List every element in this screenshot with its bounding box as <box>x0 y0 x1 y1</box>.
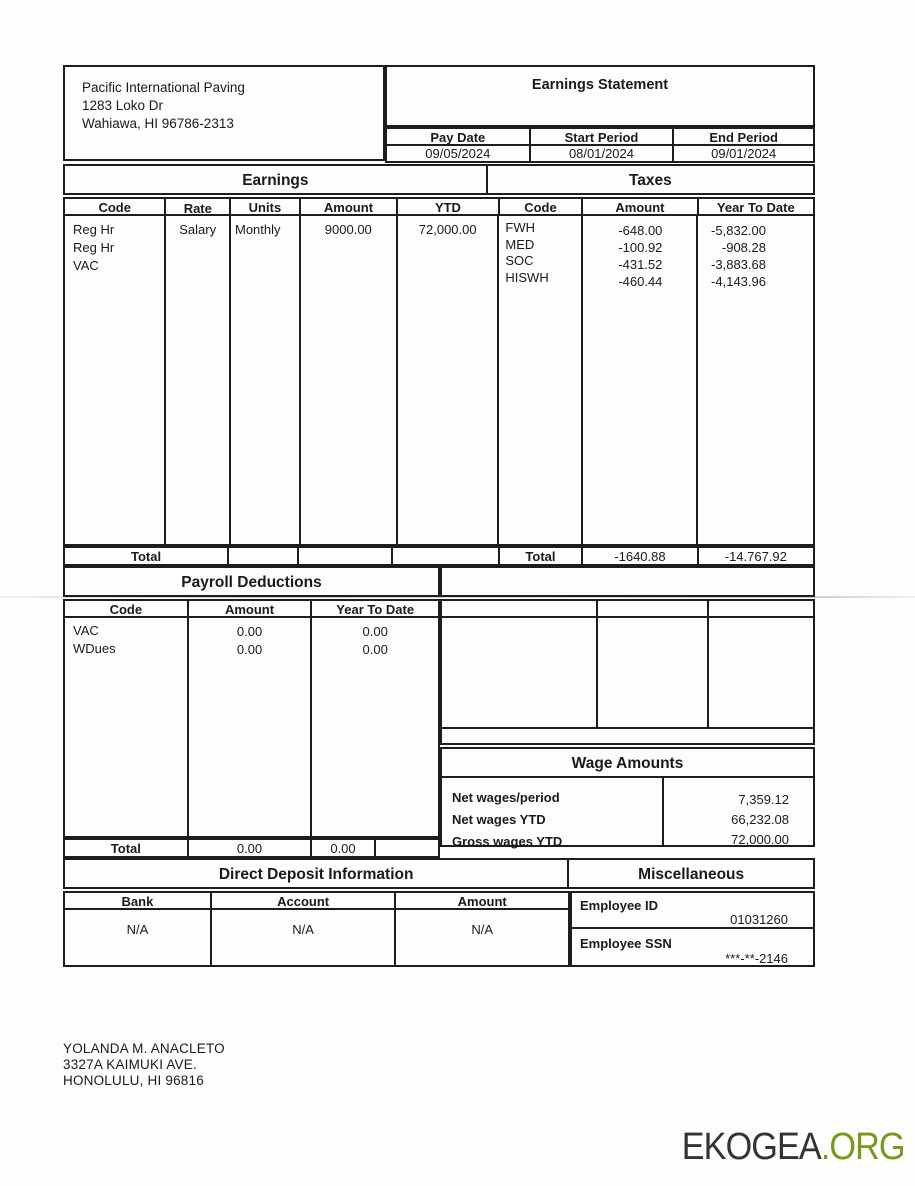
right-empty-cell <box>442 618 598 727</box>
right-empty-thin-row <box>440 729 815 745</box>
earnings-amount-column <box>301 216 398 544</box>
earnings-row-code: VAC <box>73 258 99 273</box>
net-wages-period-value: 7,359.12 <box>738 792 789 807</box>
right-empty-band <box>440 566 815 597</box>
deductions-title: Payroll Deductions <box>181 574 322 591</box>
pay-period-values-row <box>385 146 815 163</box>
deduction-row-ytd: 0.00 <box>362 624 388 639</box>
start-period-value: 08/01/2024 <box>531 146 675 161</box>
taxes-amount-header: Amount <box>583 199 698 214</box>
ekogea-logo <box>682 1126 905 1169</box>
gross-wages-ytd-label: Gross wages YTD <box>452 834 563 849</box>
earnings-section-title: Earnings <box>65 166 488 193</box>
taxes-total-ytd: -14.767.92 <box>724 549 787 564</box>
tax-row-amount: -648.00 <box>618 223 663 238</box>
earnings-taxes-band <box>63 164 815 195</box>
logo-text-green: .ORG <box>821 1126 905 1168</box>
employee-ssn-label: Employee SSN <box>580 936 672 951</box>
deductions-code-column <box>65 618 189 836</box>
start-period-header: Start Period <box>531 129 675 144</box>
taxes-code-header: Code <box>500 199 584 214</box>
employee-ssn-value: ***-**-2146 <box>725 951 788 966</box>
earnings-row-units: Monthly <box>234 222 281 237</box>
statement-title: Earnings Statement <box>531 77 669 93</box>
gross-wages-ytd-value: 72,000.00 <box>731 832 789 847</box>
earnings-row-code: Reg Hr <box>73 222 115 237</box>
deductions-ytd-header: Year To Date <box>336 602 415 617</box>
right-empty-header-row <box>440 599 815 618</box>
taxes-code-column <box>499 216 583 544</box>
dd-amount-header: Amount <box>457 894 507 909</box>
earnings-row-ytd: 72,000.00 <box>418 222 477 237</box>
earnings-row-rate: Salary <box>179 222 217 237</box>
end-period-value: 09/01/2024 <box>711 146 777 161</box>
dd-bank-value: N/A <box>65 910 212 965</box>
tax-row-amount: -431.52 <box>618 257 663 272</box>
deductions-header-row <box>63 599 440 618</box>
dd-account-header: Account <box>212 893 397 908</box>
wage-amounts-box <box>440 778 815 847</box>
dd-amount-value: N/A <box>471 922 494 937</box>
tax-row-amount: -460.44 <box>618 274 663 289</box>
employee-id-value: 01031260 <box>730 912 788 927</box>
right-empty-cell <box>598 618 709 727</box>
deduction-row-code: WDues <box>73 641 116 656</box>
wage-amounts-values <box>664 778 813 845</box>
employee-ssn-cell <box>570 929 815 967</box>
tax-row-ytd: -3,883.68 <box>711 257 766 272</box>
wage-amounts-labels <box>442 778 664 849</box>
tax-row-code: HISWH <box>505 269 549 285</box>
employee-address1: 3327A KAIMUKI AVE. <box>63 1057 197 1072</box>
taxes-total-label: Total <box>500 548 584 564</box>
right-empty-cell <box>709 618 813 727</box>
company-address2: Wahiawa, HI 96786-2313 <box>82 116 234 131</box>
earnings-taxes-header-row <box>63 197 815 216</box>
dd-misc-band <box>63 858 815 889</box>
tax-row-ytd: -908.28 <box>721 240 766 255</box>
earnings-taxes-total-row <box>63 546 815 566</box>
deductions-ytd-column <box>312 618 438 836</box>
deductions-title-band <box>63 566 440 597</box>
deductions-amount-column <box>189 618 313 836</box>
earnings-row-code: Reg Hr <box>73 240 115 255</box>
company-address-box <box>63 65 385 161</box>
miscellaneous-title: Miscellaneous <box>638 866 745 883</box>
tax-row-ytd: -5,832.00 <box>711 223 766 238</box>
deductions-total-label: Total <box>65 840 189 856</box>
earnings-rate-column <box>166 216 231 544</box>
dd-account-value: N/A <box>212 910 397 965</box>
pay-date-header: Pay Date <box>387 129 531 144</box>
earnings-code-header: Code <box>65 199 166 214</box>
deductions-total-spacer <box>376 840 438 856</box>
company-name: Pacific International Paving <box>82 80 245 95</box>
earnings-ytd-column <box>398 216 499 544</box>
deductions-total-amount: 0.00 <box>189 840 313 856</box>
earnings-ytd-header: YTD <box>398 199 499 214</box>
earnings-total-units-cell <box>229 548 299 564</box>
deductions-amount-header: Amount <box>189 601 313 616</box>
taxes-amount-column <box>583 216 699 544</box>
deduction-row-code: VAC <box>73 623 99 638</box>
dd-bank-header: Bank <box>65 893 212 908</box>
end-period-header: End Period <box>709 130 778 145</box>
right-empty-header-cell <box>442 601 598 616</box>
tax-row-amount: -100.92 <box>618 240 663 255</box>
tax-row-code: SOC <box>505 253 534 268</box>
net-wages-ytd-label: Net wages YTD <box>452 812 546 827</box>
right-empty-header-cell <box>709 601 813 616</box>
dd-body <box>63 910 570 967</box>
employee-address-block <box>63 1041 225 1089</box>
employee-id-label: Employee ID <box>580 898 659 913</box>
net-wages-period-label: Net wages/period <box>452 790 560 805</box>
pay-period-header-row <box>385 127 815 146</box>
earnings-total-label: Total <box>65 548 229 564</box>
net-wages-ytd-value: 66,232.08 <box>731 812 789 827</box>
employee-name: YOLANDA M. ANACLETO <box>63 1041 225 1056</box>
earnings-units-header: Units <box>231 199 301 214</box>
deduction-row-ytd: 0.00 <box>362 642 388 657</box>
right-empty-header-cell <box>598 601 709 616</box>
deductions-total-ytd: 0.00 <box>312 840 375 856</box>
earnings-taxes-body <box>63 216 815 546</box>
taxes-section-title: Taxes <box>628 172 672 189</box>
employee-address2: HONOLULU, HI 96816 <box>63 1073 204 1088</box>
earnings-row-amount: 9000.00 <box>324 222 372 237</box>
right-empty-body <box>440 618 815 729</box>
employee-id-cell <box>570 891 815 929</box>
taxes-ytd-column <box>698 216 813 544</box>
tax-row-ytd: -4,143.96 <box>711 274 766 289</box>
pay-date-value: 09/05/2024 <box>387 146 531 161</box>
wage-amounts-title-band <box>440 747 815 778</box>
logo-text-dark: EKOGEA <box>682 1126 822 1168</box>
earnings-amount-header: Amount <box>301 199 398 214</box>
deduction-row-amount: 0.00 <box>236 624 263 639</box>
deductions-code-header: Code <box>65 601 189 616</box>
wage-amounts-title: Wage Amounts <box>571 755 684 772</box>
taxes-total-amount: -1640.88 <box>583 548 698 564</box>
earnings-code-column <box>65 216 166 544</box>
earnings-units-column <box>231 216 301 544</box>
taxes-ytd-header: Year To Date <box>716 200 795 215</box>
tax-row-code: MED <box>505 236 535 252</box>
deductions-body <box>63 618 440 838</box>
direct-deposit-title: Direct Deposit Information <box>65 860 569 887</box>
tax-row-code: FWH <box>505 220 535 235</box>
statement-title-box <box>385 65 815 127</box>
deduction-row-amount: 0.00 <box>236 642 263 657</box>
dd-header-row <box>63 891 570 910</box>
earnings-rate-header: Rate <box>166 199 231 214</box>
company-address1: 1283 Loko Dr <box>82 98 164 113</box>
earnings-total-ytd-cell <box>393 548 499 564</box>
earnings-total-amount-cell <box>299 548 394 564</box>
deductions-total-row <box>63 838 440 858</box>
